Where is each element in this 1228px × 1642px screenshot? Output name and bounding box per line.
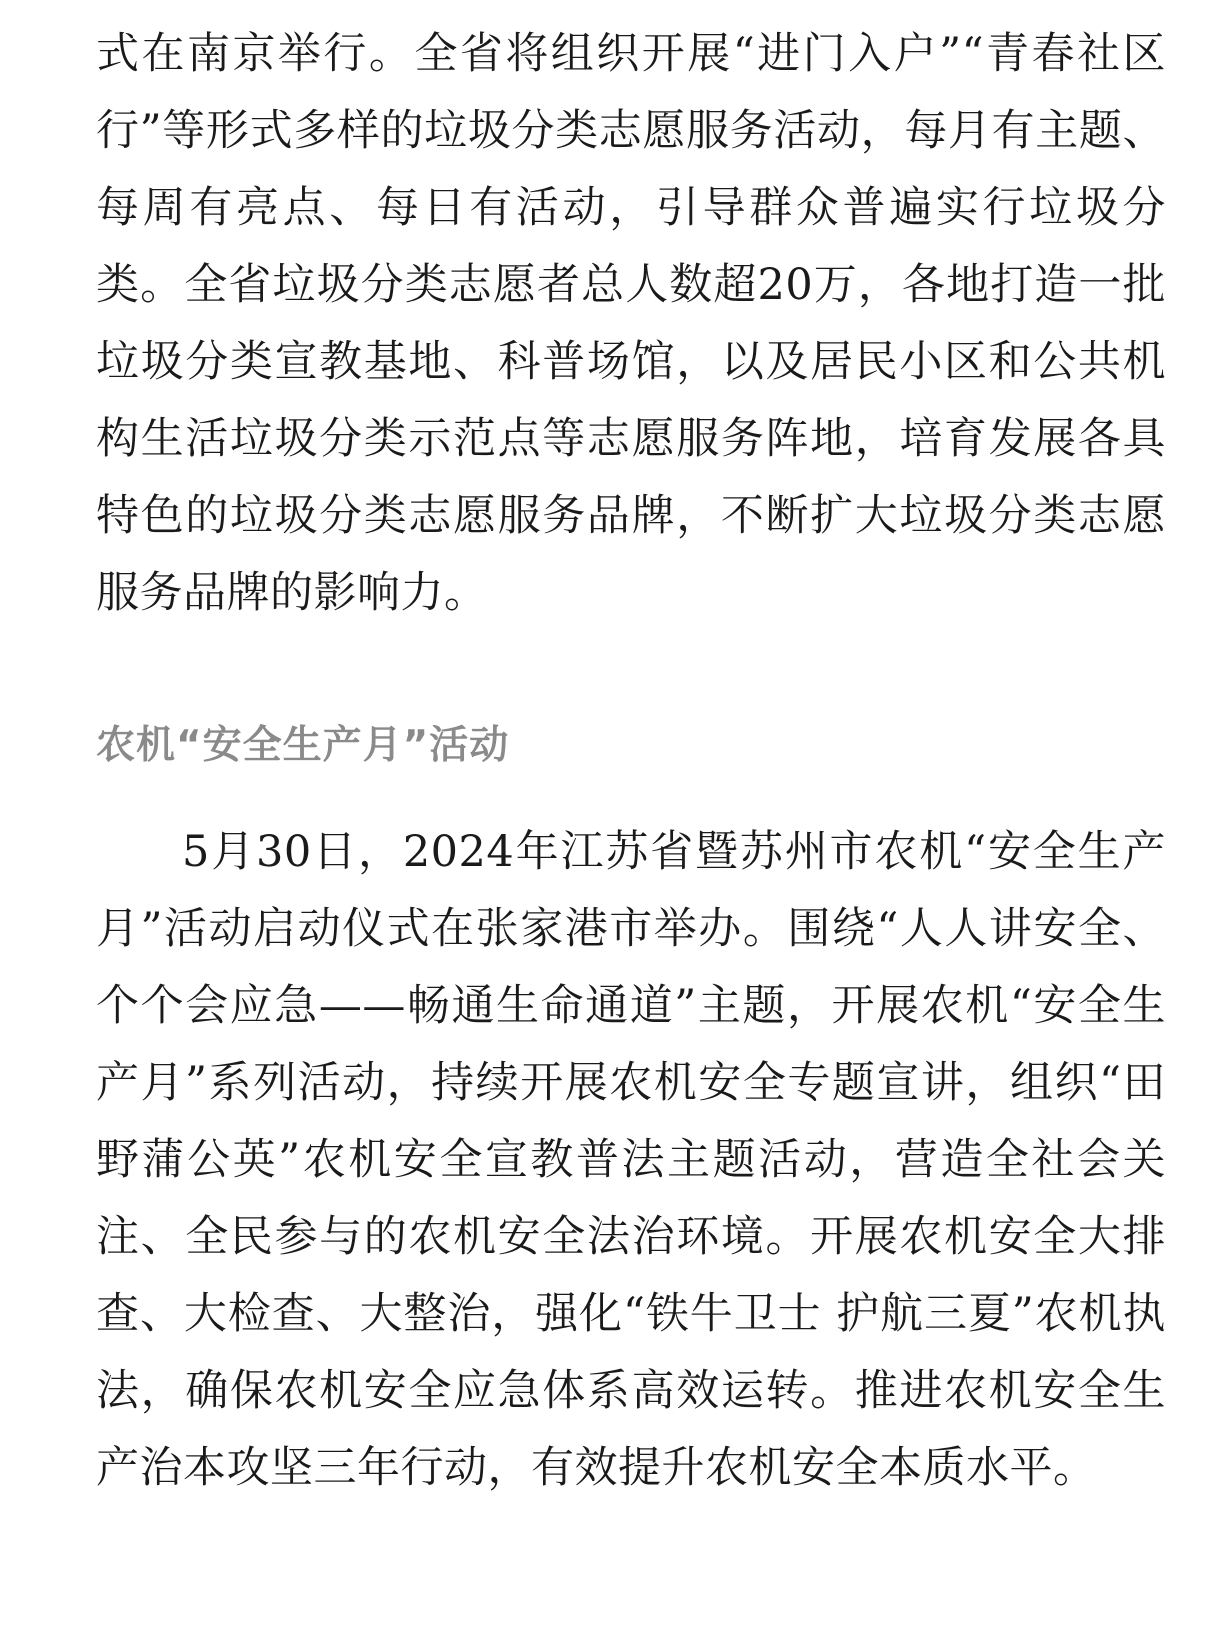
garbage-sorting-paragraph: 式在南京举行。全省将组织开展“进门入户”“青春社区行”等形式多样的垃圾分类志愿服务活动，每月有主题、每周有亮点、每日有活动，引导群众普遍实行垃圾分类。全省垃圾分类志愿者总人数超20万，各地打造一批垃圾分类宣教基地、科普场馆，以及居民小区和公共机构生活垃圾分类示范点等志愿服务阵地，培育发展各具特色的垃圾分类志愿服务品牌，不断扩大垃圾分类志愿服务品牌的影响力。 <box>96 29 1166 618</box>
farm-machinery-safety-paragraph: 5月30日，2024年江苏省暨苏州市农机“安全生产月”活动启动仪式在张家港市举办。围绕“人人讲安全、个个会应急——畅通生命通道”主题，开展农机“安全生产月”系列活动，持续开展农机安全专题宣讲，组织“田野蒲公英”农机安全宣教普法主题活动，营造全社会关注、全民参与的农机安全法治环境。开展农机安全大排查、大检查、大整治，强化“铁牛卫士 护航三夏”农机执法，确保农机安全应急体系高效运转。推进农机安全生产治本攻坚三年行动，有效提升农机安全本质水平。 <box>96 827 1166 1493</box>
document-page <box>96 0 1166 1507</box>
section-heading: 农机“安全生产月”活动 <box>96 723 510 768</box>
